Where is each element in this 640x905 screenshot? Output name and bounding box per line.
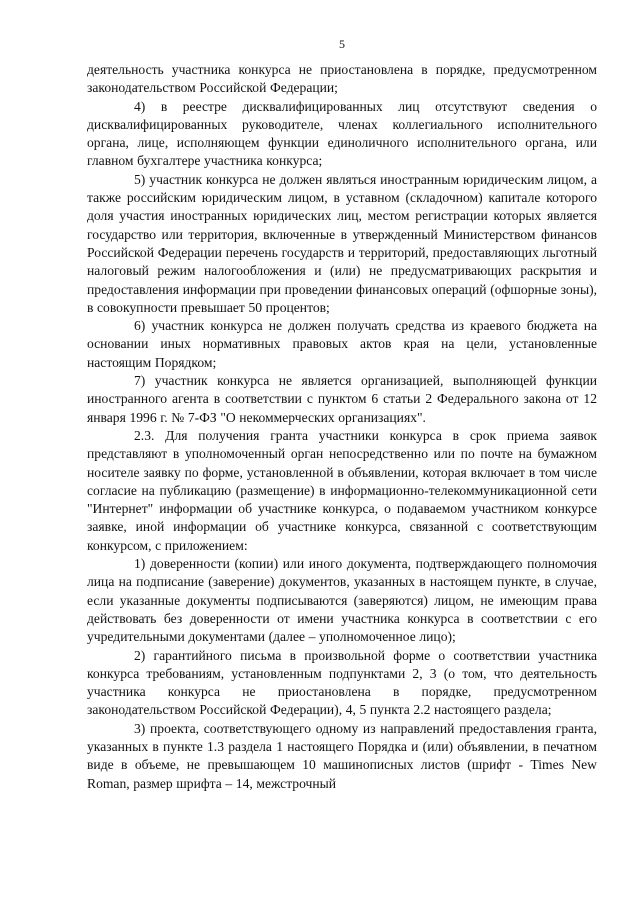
paragraph-attachment-2: 2) гарантийного письма в произвольной форме о соответствии участника конкурса требованиям, установленным подпунктами 2, 3 (о том, что деятельность участника конкурса не приостановлена в порядке, предусмотренном законодательством Российской Федерации), 4, 5 пункта 2.2 настоящего раздела; bbox=[87, 647, 597, 718]
paragraph-item-4: 4) в реестре дисквалифицированных лиц отсутствуют сведения о дисквалифицированных руководителе, членах коллегиального исполнительного органа, лице, исполняющем функции единоличного исполнительного органа, или главном бухгалтере участника конкурса; bbox=[87, 98, 597, 169]
paragraph-attachment-1: 1) доверенности (копии) или иного документа, подтверждающего полномочия лица на подписание (заверение) документов, указанных в настоящем пункте, в случае, если указанные документы подписываются (заверяются) лицом, не имеющим права действовать без доверенности от имени участника конкурса в соответствии с его учредительными документами (далее – уполномоченное лицо); bbox=[87, 556, 597, 645]
document-body bbox=[87, 61, 597, 793]
paragraph-item-6: 6) участник конкурса не должен получать средства из краевого бюджета на основании иных нормативных правовых актов края на цели, установленные настоящим Порядком; bbox=[87, 318, 597, 370]
paragraph-continuation: деятельность участника конкурса не приостановлена в порядке, предусмотренном законодательством Российской Федерации; bbox=[87, 62, 597, 96]
paragraph-section-2-3: 2.3. Для получения гранта участники конкурса в срок приема заявок представляют в уполномоченный орган непосредственно или по почте на бумажном носителе заявку по форме, установленной в объявлении, которая включает в том числе согласие на публикацию (размещение) в информационно-телекоммуникационной сети "Интернет" информации об участнике конкурса, о подаваемом участником конкурсе заявке, иной информации об участнике конкурса, связанной с соответствующим конкурсом, с приложением: bbox=[87, 427, 597, 553]
paragraph-item-7: 7) участник конкурса не является организацией, выполняющей функции иностранного агента в соответствии с пунктом 6 статьи 2 Федерального закона от 12 января 1996 г. № 7-ФЗ "О некоммерческих организациях". bbox=[87, 373, 597, 425]
paragraph-attachment-3: 3) проекта, соответствующего одному из направлений предоставления гранта, указанных в пункте 1.3 раздела 1 настоящего Порядка и (или) объявлении, в печатном виде в объеме, не превышающем 10 машинописных листов (шрифт - Times New Roman, размер шрифта – 14, межстрочный bbox=[87, 720, 597, 791]
paragraph-item-5: 5) участник конкурса не должен являться иностранным юридическим лицом, а также российским юридическим лицом, в уставном (складочном) капитале которого доля участия иностранных юридических лиц, местом регистрации которых является государство или территория, включенные в утвержденный Министерством финансов Российской Федерации перечень государств и территорий, предоставляющих льготный налоговый режим налогообложения и (или) не предусматривающих раскрытия и предоставления информации при проведении финансовых операций (офшорные зоны), в совокупности превышает 50 процентов; bbox=[87, 171, 597, 315]
page-number: 5 bbox=[339, 37, 345, 51]
